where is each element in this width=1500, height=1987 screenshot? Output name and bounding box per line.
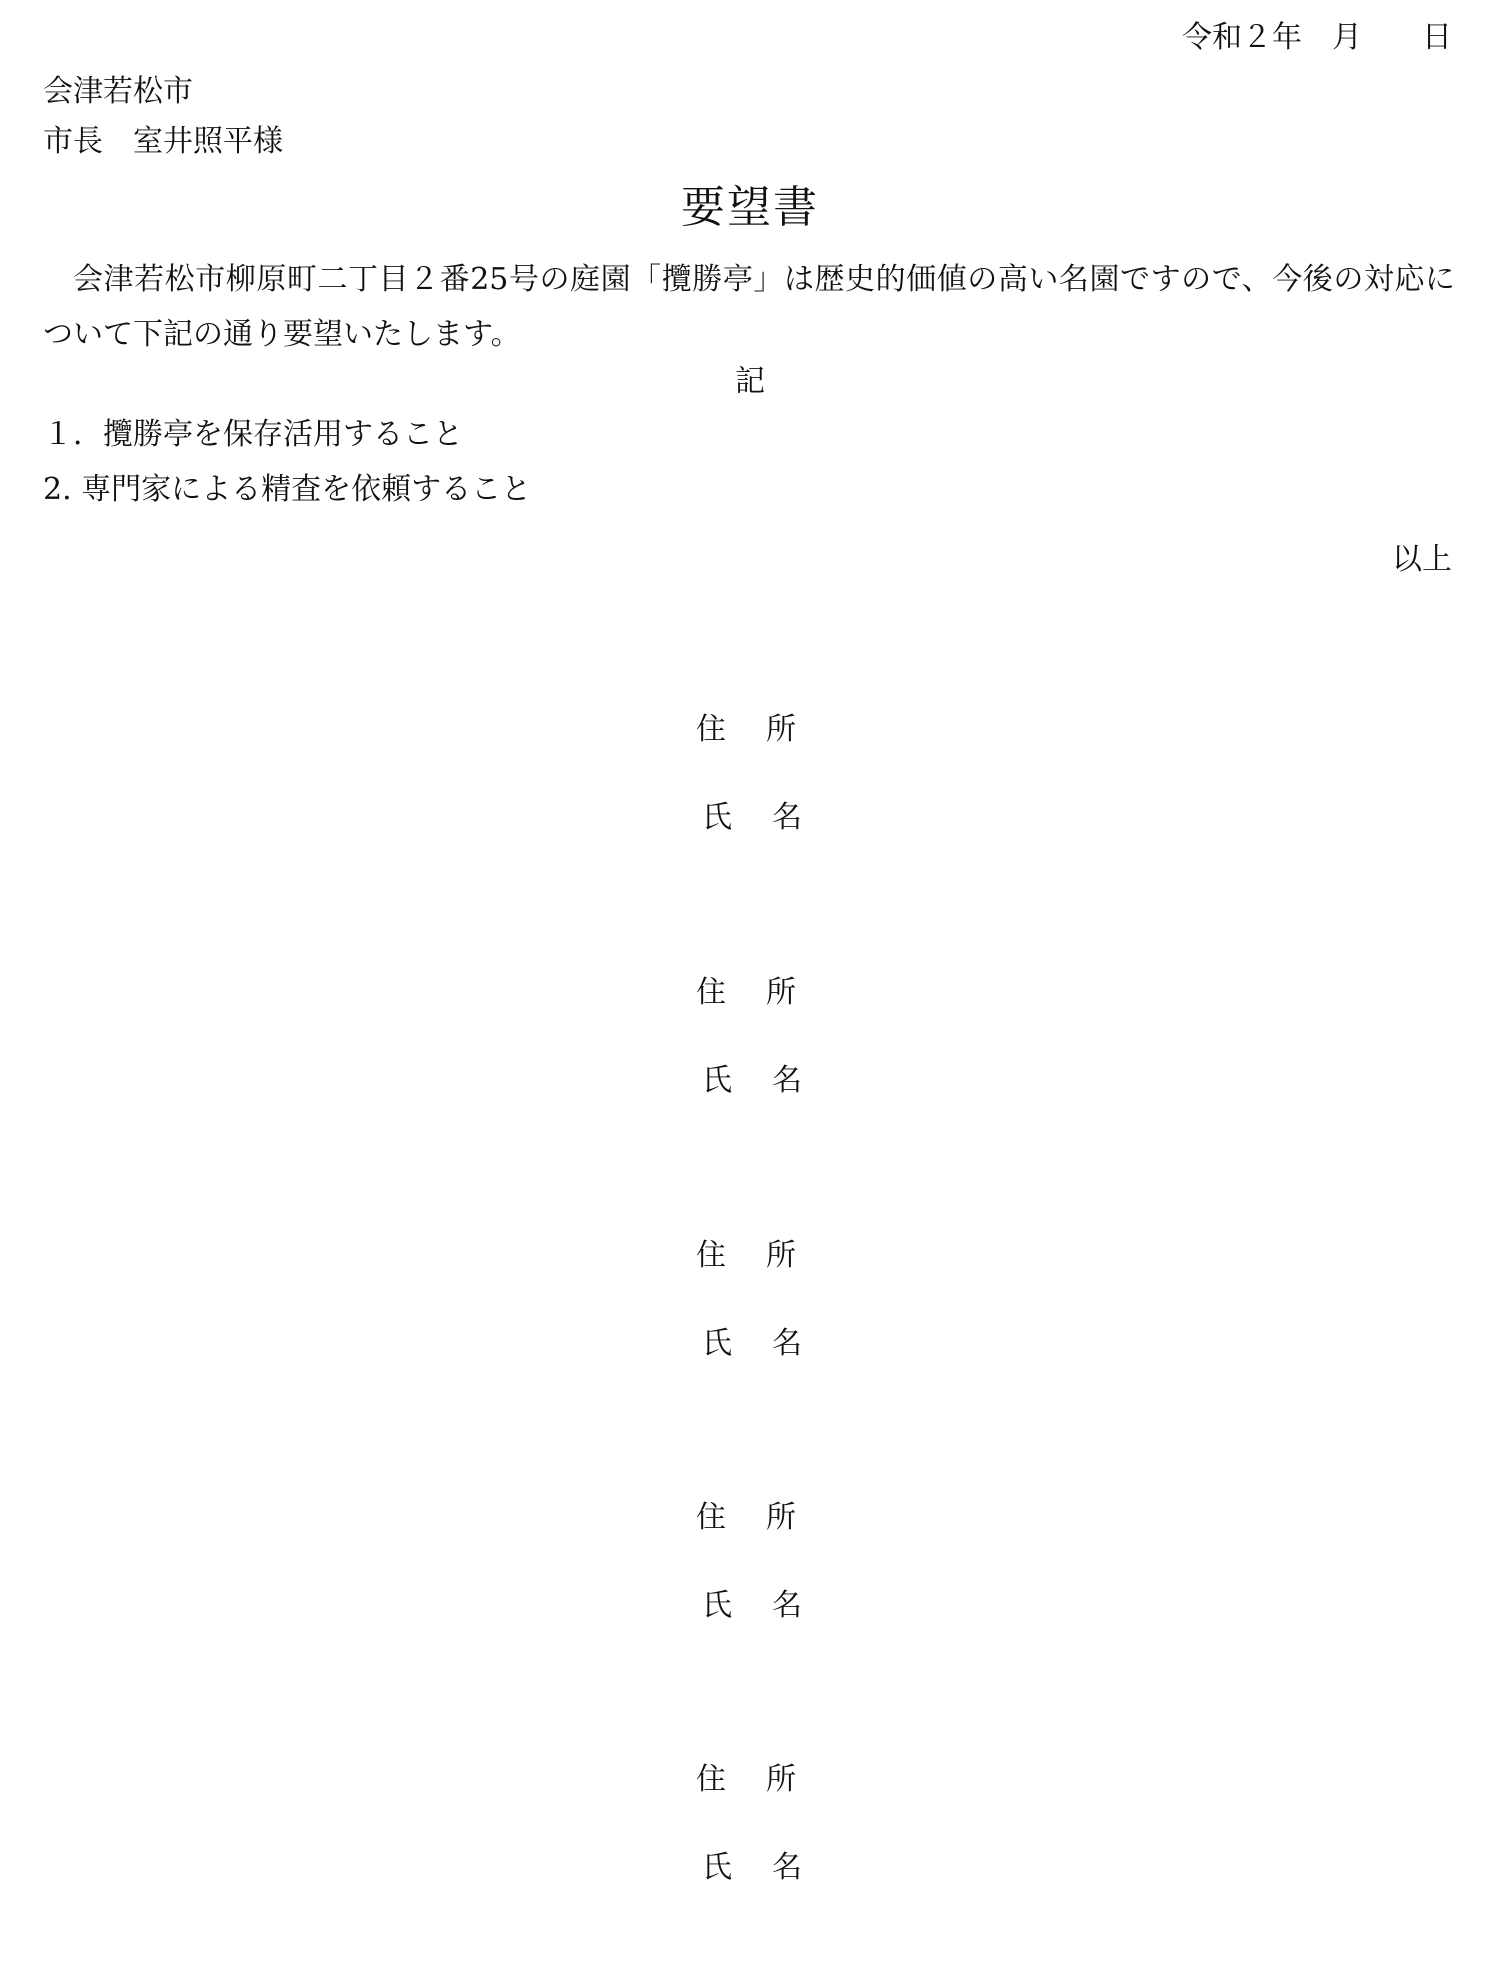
address-label xyxy=(696,710,896,750)
name-label-char: 名 xyxy=(772,800,802,835)
addressee-name: 市長 室井照平様 xyxy=(43,124,283,159)
ki-heading: 記 xyxy=(735,364,765,399)
signature-block-1 xyxy=(696,710,896,838)
document-title: 要望書 xyxy=(681,182,819,233)
name-label-char: 名 xyxy=(772,1326,802,1361)
name-label xyxy=(696,1324,896,1364)
signature-block-2 xyxy=(696,973,896,1101)
address-label-char: 所 xyxy=(766,1238,796,1273)
address-label xyxy=(696,1760,896,1800)
request-item-2: 2. 専門家による精査を依頼すること xyxy=(43,472,532,507)
address-label-char: 住 xyxy=(696,1238,726,1273)
name-label-char: 氏 xyxy=(702,1588,732,1623)
address-label xyxy=(696,973,896,1013)
address-label-char: 所 xyxy=(766,712,796,747)
address-label-char: 住 xyxy=(696,712,726,747)
address-label-char: 住 xyxy=(696,975,726,1010)
signature-block-4 xyxy=(696,1498,896,1626)
name-label xyxy=(696,798,896,838)
address-label-char: 所 xyxy=(766,1500,796,1535)
name-label-char: 氏 xyxy=(702,1850,732,1885)
signature-block-3 xyxy=(696,1236,896,1364)
name-label-char: 氏 xyxy=(702,800,732,835)
address-label-char: 所 xyxy=(766,975,796,1010)
name-label xyxy=(696,1061,896,1101)
name-label xyxy=(696,1848,896,1888)
name-label-char: 名 xyxy=(772,1850,802,1885)
name-label-char: 名 xyxy=(772,1063,802,1098)
address-label xyxy=(696,1498,896,1538)
name-label-char: 氏 xyxy=(702,1063,732,1098)
name-label xyxy=(696,1586,896,1626)
addressee-city: 会津若松市 xyxy=(43,74,193,109)
name-label-char: 氏 xyxy=(702,1326,732,1361)
document-date: 令和２年 月 日 xyxy=(1182,20,1452,55)
address-label xyxy=(696,1236,896,1276)
address-label-char: 住 xyxy=(696,1762,726,1797)
address-label-char: 住 xyxy=(696,1500,726,1535)
name-label-char: 名 xyxy=(772,1588,802,1623)
request-item-1: １．攬勝亭を保存活用すること xyxy=(43,417,463,452)
closing-mark: 以上 xyxy=(1392,542,1452,577)
address-label-char: 所 xyxy=(766,1762,796,1797)
signature-block-5 xyxy=(696,1760,896,1888)
request-body: 会津若松市柳原町二丁目２番25号の庭園「攬勝亭」は歴史的価値の高い名園ですので、今後の対応について下記の通り要望いたします。 xyxy=(43,262,1455,352)
